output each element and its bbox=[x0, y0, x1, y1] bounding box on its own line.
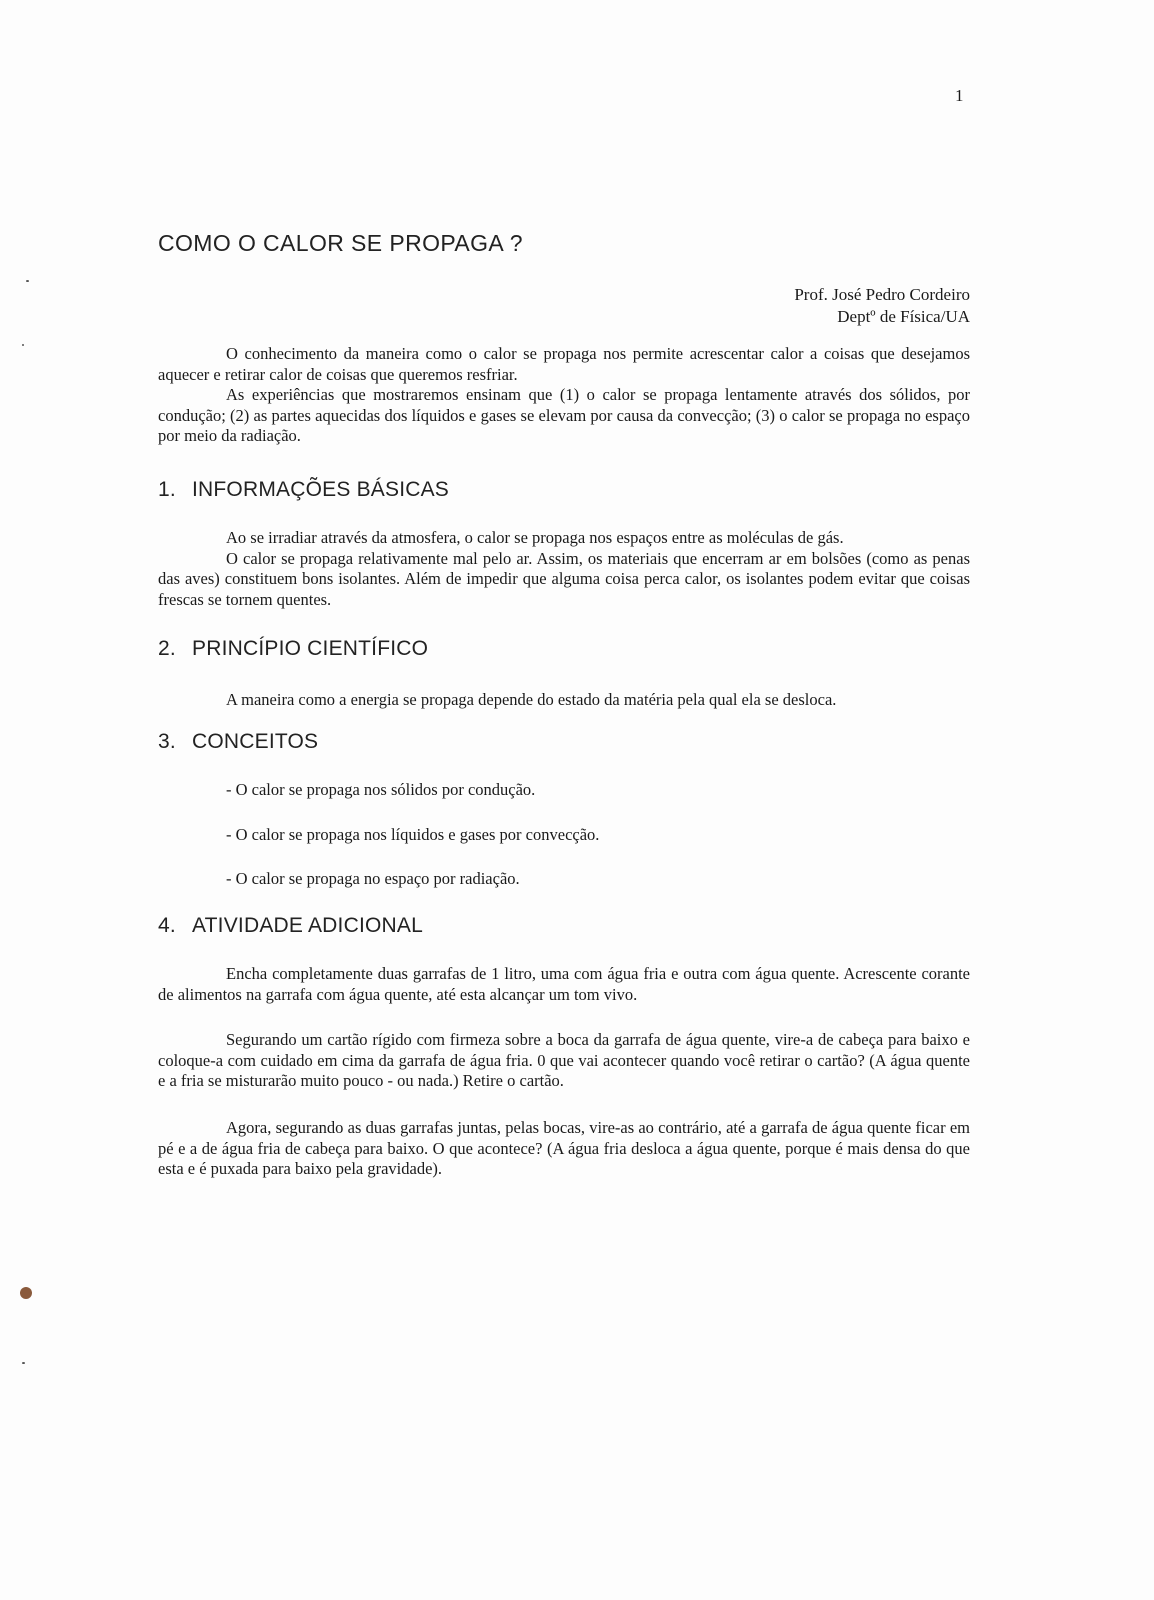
section-1-text bbox=[158, 528, 970, 610]
scan-stain bbox=[20, 1287, 32, 1299]
section-title: PRINCÍPIO CIENTÍFICO bbox=[192, 637, 429, 660]
section-title: CONCEITOS bbox=[192, 730, 319, 753]
section-number: 1. bbox=[158, 478, 176, 501]
section-4-paragraph-1 bbox=[158, 964, 970, 1005]
section-4-paragraph-2 bbox=[158, 1030, 970, 1092]
author-block bbox=[794, 284, 970, 328]
author-department: Deptº de Física/UA bbox=[837, 307, 970, 326]
section-title: ATIVIDADE ADICIONAL bbox=[192, 914, 423, 937]
intro-text bbox=[158, 344, 970, 447]
section-4-paragraph-3 bbox=[158, 1118, 970, 1180]
scan-speck bbox=[26, 280, 29, 282]
section-paragraph: O calor se propaga relativamente mal pelo ar. Assim, os materiais que encerram ar em bolsões (como as penas das aves) constituem bons isolantes. Além de impedir que alguma coisa perca calor, os isolantes podem evitar que coisas frescas se tornem quentes. bbox=[158, 548, 970, 609]
section-number: 3. bbox=[158, 730, 176, 753]
section-number: 2. bbox=[158, 637, 176, 660]
section-paragraph: A maneira como a energia se propaga depende do estado da matéria pela qual ela se desloca. bbox=[226, 690, 837, 709]
section-heading-atividade-adicional bbox=[158, 914, 423, 938]
section-paragraph: Ao se irradiar através da atmosfera, o calor se propaga nos espaços entre as moléculas de gás. bbox=[226, 528, 844, 547]
section-2-text bbox=[158, 690, 970, 711]
concept-bullet: - O calor se propaga no espaço por radiação. bbox=[226, 869, 520, 888]
concept-bullet: - O calor se propaga nos sólidos por condução. bbox=[226, 780, 536, 799]
section-heading-informacoes-basicas bbox=[158, 478, 449, 502]
section-paragraph: Segurando um cartão rígido com firmeza sobre a boca da garrafa de água quente, vire-a de cabeça para baixo e coloque-a com cuidado em cima da garrafa de água fria. 0 que vai acontecer quando você retirar o cartão? (A água quente e a fria se misturarão muito pouco - ou nada.) Retire o cartão. bbox=[158, 1030, 970, 1090]
section-paragraph: Agora, segurando as duas garrafas juntas, pelas bocas, vire-as ao contrário, até a garrafa de água quente ficar em pé e a de água fria de cabeça para baixo. O que acontece? (A água fria desloca a água quente, porque é mais densa do que esta e é puxada para baixo pela gravidade). bbox=[158, 1118, 970, 1178]
scan-speck bbox=[22, 344, 24, 346]
section-number: 4. bbox=[158, 914, 176, 937]
document-title: COMO O CALOR SE PROPAGA ? bbox=[158, 230, 523, 256]
section-heading-conceitos bbox=[158, 730, 318, 754]
section-heading-principio-cientifico bbox=[158, 637, 428, 661]
scan-speck bbox=[22, 1362, 25, 1364]
intro-paragraph: O conhecimento da maneira como o calor se propaga nos permite acrescentar calor a coisas que desejamos aquecer e retirar calor de coisas que queremos resfriar. bbox=[158, 344, 970, 384]
section-title: INFORMAÇÕES BÁSICAS bbox=[192, 478, 450, 501]
intro-paragraph: As experiências que mostraremos ensinam que (1) o calor se propaga lentamente através dos sólidos, por condução; (2) as partes aquecidas dos líquidos e gases se elevam por causa da convecção; (3) o calor se propaga no espaço por meio da radiação. bbox=[158, 385, 970, 445]
concept-bullet: - O calor se propaga nos líquidos e gases por convecção. bbox=[226, 825, 600, 844]
author-name: Prof. José Pedro Cordeiro bbox=[794, 285, 970, 304]
section-paragraph: Encha completamente duas garrafas de 1 litro, uma com água fria e outra com água quente. Acrescente corante de alimentos na garrafa com água quente, até esta alcançar um tom vivo. bbox=[158, 964, 970, 1004]
page-number: 1 bbox=[955, 86, 964, 105]
